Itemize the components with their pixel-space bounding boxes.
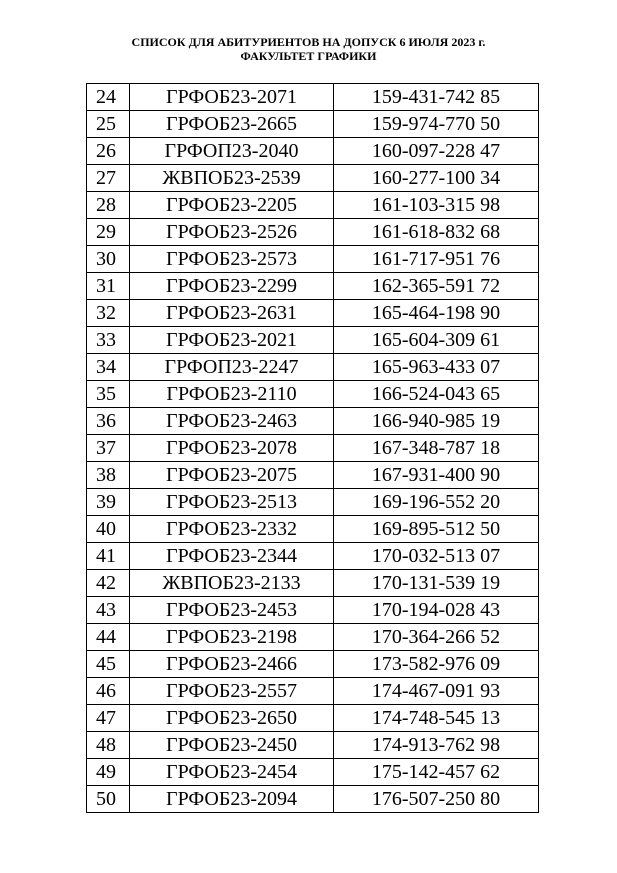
table-row <box>87 219 539 246</box>
applicant-code-cell: ГРФОБ23-2021 <box>130 327 334 354</box>
row-number-cell: 41 <box>87 543 130 570</box>
applicant-code-cell: ГРФОБ23-2078 <box>130 435 334 462</box>
snils-cell: 174-913-762 98 <box>334 732 539 759</box>
table-row <box>87 516 539 543</box>
faculty-name: ФАКУЛЬТЕТ ГРАФИКИ <box>240 49 377 63</box>
row-number-cell: 43 <box>87 597 130 624</box>
applicant-code-cell: ГРФОБ23-2110 <box>130 381 334 408</box>
row-number-cell: 31 <box>87 273 130 300</box>
applicant-code-cell: ГРФОБ23-2205 <box>130 192 334 219</box>
snils-cell: 161-103-315 98 <box>334 192 539 219</box>
applicant-code-cell: ГРФОБ23-2454 <box>130 759 334 786</box>
table-row <box>87 138 539 165</box>
applicant-code-cell: ГРФОБ23-2466 <box>130 651 334 678</box>
table-row <box>87 678 539 705</box>
row-number-cell: 37 <box>87 435 130 462</box>
table-row <box>87 327 539 354</box>
snils-cell: 159-431-742 85 <box>334 84 539 111</box>
table-row <box>87 786 539 813</box>
snils-cell: 170-364-266 52 <box>334 624 539 651</box>
applicant-code-cell: ГРФОБ23-2075 <box>130 462 334 489</box>
applicant-code-cell: ГРФОБ23-2573 <box>130 246 334 273</box>
applicant-code-cell: ГРФОБ23-2463 <box>130 408 334 435</box>
table-row <box>87 246 539 273</box>
table-row <box>87 624 539 651</box>
applicant-code-cell: ГРФОБ23-2299 <box>130 273 334 300</box>
table-row <box>87 759 539 786</box>
row-number-cell: 39 <box>87 489 130 516</box>
applicant-code-cell: ГРФОБ23-2094 <box>130 786 334 813</box>
table-row <box>87 597 539 624</box>
snils-cell: 167-931-400 90 <box>334 462 539 489</box>
row-number-cell: 50 <box>87 786 130 813</box>
snils-cell: 160-097-228 47 <box>334 138 539 165</box>
applicant-code-cell: ГРФОБ23-2450 <box>130 732 334 759</box>
snils-cell: 162-365-591 72 <box>334 273 539 300</box>
table-row <box>87 381 539 408</box>
row-number-cell: 45 <box>87 651 130 678</box>
applicant-code-cell: ГРФОБ23-2071 <box>130 84 334 111</box>
row-number-cell: 48 <box>87 732 130 759</box>
row-number-cell: 28 <box>87 192 130 219</box>
document-title: СПИСОК ДЛЯ АБИТУРИЕНТОВ НА ДОПУСК 6 ИЮЛЯ 2023 г. <box>131 35 486 49</box>
table-row <box>87 489 539 516</box>
applicant-code-cell: ГРФОБ23-2526 <box>130 219 334 246</box>
row-number-cell: 47 <box>87 705 130 732</box>
snils-cell: 159-974-770 50 <box>334 111 539 138</box>
snils-cell: 170-194-028 43 <box>334 597 539 624</box>
row-number-cell: 26 <box>87 138 130 165</box>
snils-cell: 166-940-985 19 <box>334 408 539 435</box>
row-number-cell: 44 <box>87 624 130 651</box>
applicant-code-cell: ГРФОБ23-2198 <box>130 624 334 651</box>
snils-cell: 170-032-513 07 <box>334 543 539 570</box>
row-number-cell: 27 <box>87 165 130 192</box>
table-row <box>87 300 539 327</box>
row-number-cell: 40 <box>87 516 130 543</box>
applicant-code-cell: ЖВПОБ23-2133 <box>130 570 334 597</box>
document-header <box>0 35 617 63</box>
snils-cell: 174-467-091 93 <box>334 678 539 705</box>
table-row <box>87 462 539 489</box>
snils-cell: 160-277-100 34 <box>334 165 539 192</box>
snils-cell: 167-348-787 18 <box>334 435 539 462</box>
snils-cell: 175-142-457 62 <box>334 759 539 786</box>
snils-cell: 169-196-552 20 <box>334 489 539 516</box>
row-number-cell: 24 <box>87 84 130 111</box>
row-number-cell: 30 <box>87 246 130 273</box>
applicant-code-cell: ЖВПОБ23-2539 <box>130 165 334 192</box>
applicant-code-cell: ГРФОБ23-2513 <box>130 489 334 516</box>
table-row <box>87 192 539 219</box>
table-row <box>87 732 539 759</box>
table-row <box>87 570 539 597</box>
table-row <box>87 705 539 732</box>
row-number-cell: 49 <box>87 759 130 786</box>
applicant-code-cell: ГРФОБ23-2453 <box>130 597 334 624</box>
snils-cell: 174-748-545 13 <box>334 705 539 732</box>
applicants-table-body <box>87 84 539 813</box>
applicants-table <box>86 83 539 813</box>
applicant-code-cell: ГРФОБ23-2665 <box>130 111 334 138</box>
row-number-cell: 33 <box>87 327 130 354</box>
snils-cell: 170-131-539 19 <box>334 570 539 597</box>
snils-cell: 165-963-433 07 <box>334 354 539 381</box>
row-number-cell: 36 <box>87 408 130 435</box>
row-number-cell: 38 <box>87 462 130 489</box>
table-row <box>87 408 539 435</box>
snils-cell: 173-582-976 09 <box>334 651 539 678</box>
snils-cell: 161-618-832 68 <box>334 219 539 246</box>
applicant-code-cell: ГРФОБ23-2557 <box>130 678 334 705</box>
row-number-cell: 32 <box>87 300 130 327</box>
table-row <box>87 84 539 111</box>
applicant-code-cell: ГРФОБ23-2344 <box>130 543 334 570</box>
applicant-code-cell: ГРФОП23-2247 <box>130 354 334 381</box>
snils-cell: 166-524-043 65 <box>334 381 539 408</box>
snils-cell: 165-464-198 90 <box>334 300 539 327</box>
snils-cell: 161-717-951 76 <box>334 246 539 273</box>
table-row <box>87 651 539 678</box>
table-row <box>87 165 539 192</box>
snils-cell: 176-507-250 80 <box>334 786 539 813</box>
table-row <box>87 111 539 138</box>
snils-cell: 165-604-309 61 <box>334 327 539 354</box>
applicant-code-cell: ГРФОБ23-2332 <box>130 516 334 543</box>
row-number-cell: 46 <box>87 678 130 705</box>
row-number-cell: 42 <box>87 570 130 597</box>
applicant-code-cell: ГРФОБ23-2631 <box>130 300 334 327</box>
table-row <box>87 543 539 570</box>
applicant-code-cell: ГРФОП23-2040 <box>130 138 334 165</box>
snils-cell: 169-895-512 50 <box>334 516 539 543</box>
row-number-cell: 35 <box>87 381 130 408</box>
table-row <box>87 273 539 300</box>
table-row <box>87 435 539 462</box>
table-row <box>87 354 539 381</box>
row-number-cell: 29 <box>87 219 130 246</box>
row-number-cell: 25 <box>87 111 130 138</box>
row-number-cell: 34 <box>87 354 130 381</box>
applicant-code-cell: ГРФОБ23-2650 <box>130 705 334 732</box>
